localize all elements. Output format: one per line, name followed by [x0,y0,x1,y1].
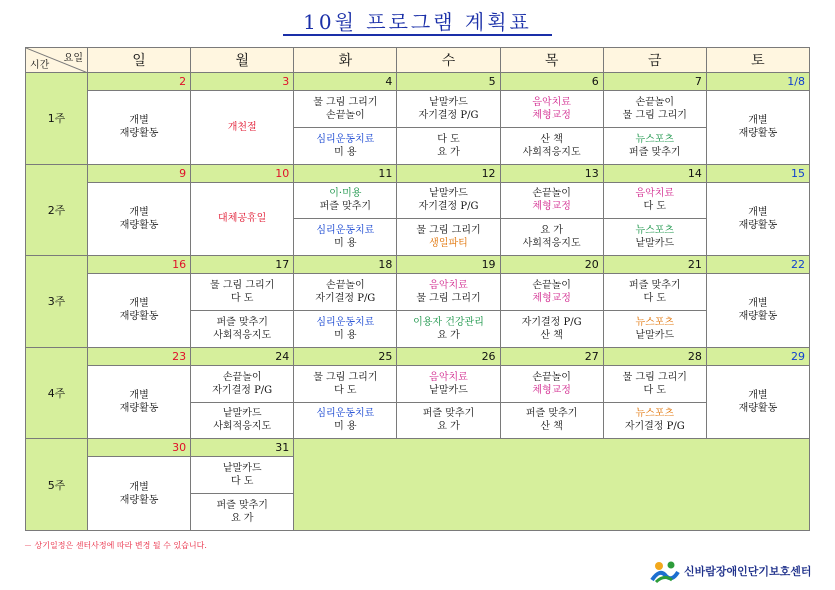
week-label: 5주 [26,439,88,531]
date-cell: 14 [603,164,706,182]
activity-line: 손끝놀이 [532,280,571,292]
date-cell: 24 [191,347,294,365]
activity-line: 심리운동치료 [316,225,375,237]
activity-line: 재량활동 [119,128,159,140]
am-activity-cell [500,91,603,128]
activity-line: 요 가 [437,421,460,433]
day-header-mon: 월 [191,48,294,73]
activity-line: 자기결정 P/G [521,316,582,328]
activity-line: 요 가 [230,513,254,525]
activity-line: 개별 [129,298,149,310]
activity-line: 개별 [748,298,768,310]
am-activity-cell [294,91,397,128]
activity-line: 재량활동 [738,403,778,415]
date-row [26,256,810,274]
activity-line: 다 도 [230,476,254,488]
activity-line: 개별 [129,481,149,493]
activity-line: 자기결정 P/G [315,293,376,305]
am-row [26,274,810,311]
activity-line: 다 도 [643,201,667,213]
am-activity-cell [603,274,706,311]
activity-line: 다 도 [334,384,357,396]
date-cell: 7 [603,73,706,91]
activity-line: 음악치료 [532,96,571,108]
activity-line: 음악치료 [429,280,468,292]
activity-line: 낱말카드 [222,463,262,475]
date-cell: 1/8 [706,73,809,91]
activity-line: 생일파티 [429,238,468,250]
pm-activity-cell [500,127,603,164]
pm-activity-cell [500,310,603,347]
am-activity-cell [500,274,603,311]
day-header-wed: 수 [397,48,500,73]
am-activity-cell [397,182,500,219]
activity-line: 낱말카드 [635,329,675,341]
saturday-activity [706,274,809,348]
page-title: 10월 프로그램 계획표 [0,6,835,35]
date-cell: 17 [191,256,294,274]
week-label: 1주 [26,73,88,165]
pm-activity-cell [397,127,500,164]
am-activity-cell [603,91,706,128]
am-activity-cell [191,365,294,402]
date-row [26,439,810,457]
footer-note: － 상기일정은 센터사정에 따라 변경 될 수 있습니다. [24,541,207,550]
activity-line: 뉴스포츠 [635,133,675,145]
am-activity-cell [397,365,500,402]
activity-line: 낱말카드 [635,238,675,250]
day-header-sat: 토 [706,48,809,73]
sunday-activity [88,365,191,439]
date-cell: 5 [397,73,500,91]
activity-line: 퍼즐 맞추기 [629,280,681,292]
date-cell: 27 [500,347,603,365]
am-activity-cell [191,457,294,494]
holiday-cell: 개천절 [191,91,294,165]
date-cell: 3 [191,73,294,91]
activity-line: 물 그림 그리기 [210,280,275,292]
pm-activity-cell [603,127,706,164]
sunday-activity [88,457,191,531]
activity-line: 낱말카드 [429,188,468,200]
activity-line: 낱말카드 [222,408,262,420]
am-activity-cell [294,365,397,402]
date-cell: 9 [88,164,191,182]
date-cell: 2 [88,73,191,91]
pm-activity-cell [603,402,706,439]
activity-line: 개별 [129,390,149,402]
activity-line: 뉴스포츠 [635,316,675,328]
week-label: 3주 [26,256,88,348]
am-activity-cell [191,274,294,311]
saturday-activity [706,182,809,256]
org-logo-icon [650,558,680,584]
am-activity-cell [294,182,397,219]
activity-line: 손끝놀이 [635,96,675,108]
activity-line: 다 도 [643,293,667,305]
sunday-activity [88,91,191,165]
date-cell: 25 [294,347,397,365]
activity-line: 손끝놀이 [532,188,571,200]
am-activity-cell [294,274,397,311]
activity-line: 뉴스포츠 [635,408,675,420]
date-row [26,347,810,365]
pm-activity-cell [397,219,500,256]
activity-line: 물 그림 그리기 [416,293,481,305]
schedule-table [25,47,810,531]
activity-line: 물 그림 그리기 [622,109,687,121]
pm-activity-cell [397,310,500,347]
activity-line: 체형교정 [532,201,571,213]
activity-line: 낱말카드 [429,384,468,396]
activity-line: 체형교정 [532,384,571,396]
activity-line: 뉴스포츠 [635,225,675,237]
date-cell: 23 [88,347,191,365]
pm-activity-cell [191,494,294,531]
day-header-thu: 목 [500,48,603,73]
activity-line: 낱말카드 [429,96,468,108]
activity-line: 다 도 [230,293,254,305]
activity-line: 자기결정 P/G [418,109,479,121]
activity-line: 개별 [748,206,768,218]
pm-activity-cell [191,402,294,439]
activity-line: 사회적응지도 [522,146,581,158]
am-row [26,182,810,219]
activity-line: 재량활동 [119,403,159,415]
date-cell: 22 [706,256,809,274]
activity-line: 물 그림 그리기 [313,96,378,108]
activity-line: 퍼즐 맞추기 [216,316,268,328]
date-cell: 11 [294,164,397,182]
pm-activity-cell [191,310,294,347]
activity-line: 산 책 [540,421,563,433]
activity-line: 퍼즐 맞추기 [629,146,681,158]
activity-line: 자기결정 P/G [624,421,685,433]
day-header-sun: 일 [88,48,191,73]
am-activity-cell [397,274,500,311]
activity-line: 산 책 [540,133,563,145]
activity-line: 사회적응지도 [522,238,581,250]
corner-bottom-label: 시간 [30,60,50,71]
activity-line: 물 그림 그리기 [622,371,687,383]
activity-line: 체형교정 [532,293,571,305]
activity-line: 손끝놀이 [532,371,571,383]
activity-line: 퍼즐 맞추기 [216,500,268,512]
date-cell: 20 [500,256,603,274]
week-label: 2주 [26,164,88,256]
activity-line: 심리운동치료 [316,133,375,145]
am-activity-cell [397,91,500,128]
activity-line: 손끝놀이 [222,371,262,383]
date-cell: 31 [191,439,294,457]
date-cell: 4 [294,73,397,91]
activity-line: 재량활동 [119,311,159,323]
activity-line: 요 가 [540,225,563,237]
activity-line: 재량활동 [738,311,778,323]
activity-line: 개별 [748,390,768,402]
saturday-activity [706,365,809,439]
activity-line: 미 용 [334,329,357,341]
day-header-tue: 화 [294,48,397,73]
pm-activity-cell [294,402,397,439]
sunday-activity [88,274,191,348]
activity-line: 자기결정 P/G [212,384,273,396]
pm-activity-cell [500,402,603,439]
pm-activity-cell [294,219,397,256]
am-activity-cell [603,365,706,402]
activity-line: 물 그림 그리기 [313,371,378,383]
activity-line: 개별 [129,206,149,218]
activity-line: 재량활동 [119,494,159,506]
pm-activity-cell [397,402,500,439]
pm-activity-cell [500,219,603,256]
activity-line: 재량활동 [119,219,159,231]
empty-cell [294,439,810,531]
holiday-cell: 대체공휴일 [191,182,294,256]
date-row [26,73,810,91]
activity-line: 이·미용 [329,188,362,200]
activity-line: 다 도 [437,133,460,145]
corner-cell [26,48,88,73]
activity-line: 음악치료 [635,188,675,200]
activity-line: 음악치료 [429,371,468,383]
activity-line: 퍼즐 맞추기 [525,408,578,420]
activity-line: 사회적응지도 [213,329,272,341]
date-cell: 13 [500,164,603,182]
pm-activity-cell [294,310,397,347]
pm-activity-cell [603,219,706,256]
date-cell: 15 [706,164,809,182]
activity-line: 심리운동치료 [316,408,375,420]
date-cell: 26 [397,347,500,365]
activity-line: 미 용 [334,238,357,250]
sunday-activity [88,182,191,256]
activity-line: 요 가 [437,146,460,158]
date-cell: 21 [603,256,706,274]
date-cell: 29 [706,347,809,365]
activity-line: 자기결정 P/G [418,201,479,213]
activity-line: 미 용 [334,421,357,433]
activity-line: 체형교정 [532,109,571,121]
activity-line: 물 그림 그리기 [416,225,481,237]
corner-top-label: 요일 [63,53,83,64]
day-header-fri: 금 [603,48,706,73]
activity-line: 재량활동 [738,128,778,140]
am-row [26,365,810,402]
activity-line: 심리운동치료 [316,316,375,328]
date-cell: 12 [397,164,500,182]
date-cell: 30 [88,439,191,457]
activity-line: 퍼즐 맞추기 [319,201,372,213]
am-activity-cell [603,182,706,219]
activity-line: 미 용 [334,146,357,158]
saturday-activity [706,91,809,165]
activity-line: 재량활동 [738,219,778,231]
activity-line: 사회적응지도 [213,421,272,433]
date-cell: 18 [294,256,397,274]
am-row [26,91,810,128]
week-label: 4주 [26,347,88,439]
date-cell: 28 [603,347,706,365]
activity-line: 이용자 건강관리 [413,316,484,328]
activity-line: 개별 [748,115,768,127]
date-cell: 10 [191,164,294,182]
am-activity-cell [500,365,603,402]
org-name: 신바람장애인단기보호센터 [684,565,812,578]
pm-activity-cell [294,127,397,164]
am-activity-cell [500,182,603,219]
date-row [26,164,810,182]
activity-line: 손끝놀이 [326,280,365,292]
activity-line: 개별 [129,115,149,127]
date-cell: 16 [88,256,191,274]
activity-line: 산 책 [540,329,563,341]
activity-line: 손끝놀이 [326,109,365,121]
org-logo [650,558,812,584]
activity-line: 퍼즐 맞추기 [422,408,475,420]
date-cell: 6 [500,73,603,91]
header-row [26,48,810,73]
pm-activity-cell [603,310,706,347]
activity-line: 요 가 [437,329,460,341]
activity-line: 다 도 [643,384,667,396]
date-cell: 19 [397,256,500,274]
